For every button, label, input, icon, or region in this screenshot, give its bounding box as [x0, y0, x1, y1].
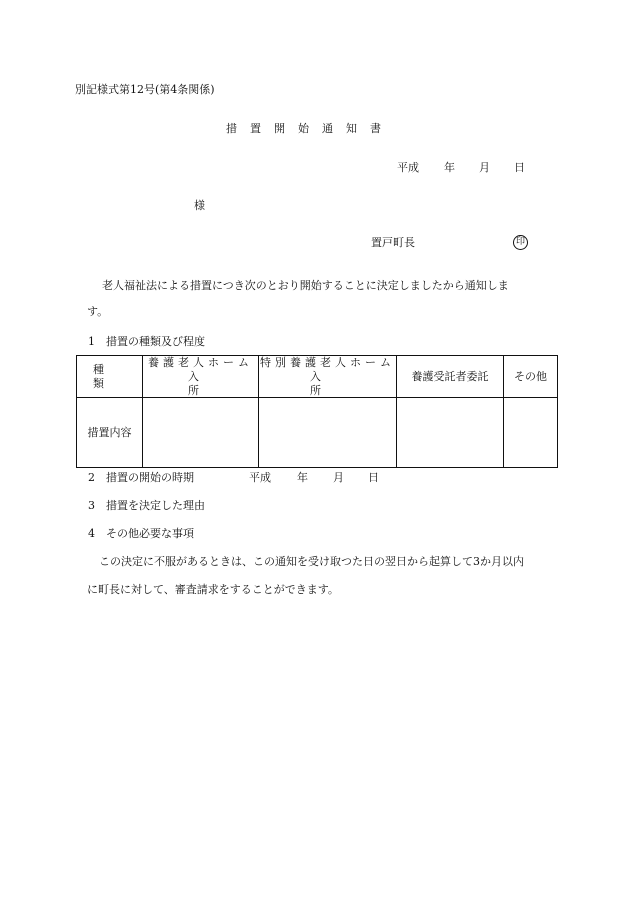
- date-day-unit: 日: [514, 161, 525, 174]
- date-month-unit: 月: [479, 161, 490, 174]
- body-line-1: 老人福祉法による措置につき次のとおり開始することに決定しましたから通知しま: [102, 279, 509, 292]
- foster-care-label: 養護受託者委託: [411, 369, 489, 383]
- sender-name: 置戸町長: [371, 236, 415, 249]
- table-header-other: [504, 356, 558, 398]
- special-nursing-home-line-1: 特別養護老人ホーム: [260, 356, 395, 369]
- section-2-heading: 2 措置の開始の時期: [88, 471, 194, 484]
- table-header-foster-care: [397, 356, 504, 398]
- addressee-suffix: 様: [194, 199, 205, 212]
- start-date-era: 平成: [249, 471, 271, 484]
- table-row-label: [77, 398, 143, 468]
- special-nursing-home-line-2: 入 所: [310, 369, 420, 397]
- measure-content-label: 措置内容: [87, 425, 132, 439]
- table-header-type: [77, 356, 159, 398]
- document-title: 措置開始通知書: [226, 122, 394, 135]
- nursing-home-line-2: 入 所: [188, 369, 278, 397]
- nursing-home-line-1: 養護老人ホーム: [148, 356, 253, 369]
- table-cell-nursing-home: [143, 398, 259, 468]
- date-year-unit: 年: [444, 161, 455, 174]
- table-cell-foster-care: [397, 398, 504, 468]
- section-1-heading: 1 措置の種類及び程度: [88, 335, 205, 348]
- section-4-heading: 4 その他必要な事項: [88, 527, 194, 540]
- notice-line-2: に町長に対して、審査請求をすることができます。: [87, 583, 339, 596]
- other-label: その他: [514, 369, 547, 383]
- date-era: 平成: [397, 161, 419, 174]
- body-line-2: す。: [87, 305, 109, 318]
- section-3-heading: 3 措置を決定した理由: [88, 499, 205, 512]
- seal-mark: 印: [513, 235, 528, 250]
- form-number: 別記様式第12号(第4条関係): [75, 83, 215, 96]
- table-header-special-nursing-home: [259, 356, 420, 398]
- table-header-type-label: 種 類: [93, 362, 159, 390]
- start-date-month-unit: 月: [333, 471, 344, 484]
- table-header-nursing-home: [143, 356, 278, 398]
- start-date-day-unit: 日: [368, 471, 379, 484]
- measure-table: [76, 355, 558, 468]
- start-date-year-unit: 年: [297, 471, 308, 484]
- table-cell-special-nursing-home: [259, 398, 397, 468]
- notice-line-1: この決定に不服があるときは、この通知を受け取つた日の翌日から起算して3か月以内: [99, 555, 524, 568]
- table-cell-other: [504, 398, 558, 468]
